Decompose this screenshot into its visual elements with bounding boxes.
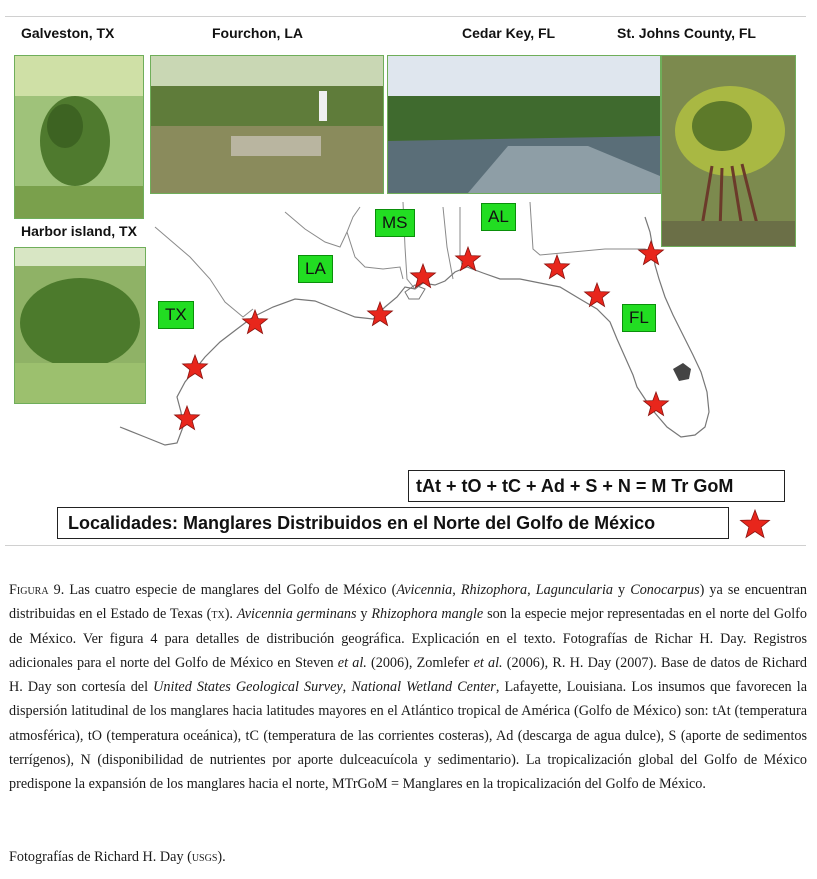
state-label-al: AL (481, 203, 516, 231)
caption-text: , (452, 582, 461, 598)
caption-text: (2006), Zomlefer (366, 654, 474, 671)
caption-text: Las cuatro especie de manglares del Golfo de México ( (64, 582, 397, 598)
state-label-fl: FL (622, 304, 656, 332)
photo-credit (9, 849, 226, 866)
figure-caption (9, 578, 807, 797)
locality-star (585, 283, 610, 307)
caption-text: , (342, 679, 352, 696)
label-galveston: Galveston, TX (21, 25, 115, 41)
locality-star (368, 302, 393, 326)
caption-text: ). (224, 606, 237, 623)
locality-star (644, 392, 669, 416)
state-label-la: LA (298, 255, 333, 283)
photo-cedar-key (387, 55, 661, 194)
star-icon (739, 508, 771, 540)
caption-abbr: tx (211, 606, 225, 623)
state-label-tx: TX (158, 301, 194, 329)
caption-etal: et al. (337, 654, 367, 671)
photo-harbor-island (14, 247, 146, 404)
species-name: Conocarpus (630, 582, 700, 598)
caption-text: y (612, 582, 631, 598)
locality-star (175, 406, 200, 430)
caption-org: National Wetland Center (351, 679, 496, 696)
caption-text: (2006), R. H. Day (2007). Base de datos de Richard H. Day son cortesía del (9, 654, 807, 696)
photo-st-johns (661, 55, 796, 247)
label-harbor-island: Harbor island, TX (21, 223, 137, 239)
caption-text: son la especie mejor representadas en el norte del Golfo de México. Ver figura 4 para detalles de distribución geográfica. Explicación en el texto. Fotografías de Richar H. Day. Registros adicionales para el norte del Golfo de México en Steven (9, 606, 807, 671)
lake-okeechobee (673, 363, 691, 381)
caption-text: , (527, 582, 536, 598)
photo-fourchon (150, 55, 384, 194)
species-name: Rhizophora mangle (371, 606, 484, 623)
species-name: Laguncularia (535, 582, 613, 598)
caption-text: y (356, 606, 372, 623)
label-fourchon: Fourchon, LA (212, 25, 303, 41)
caption-text: , Lafayette, Louisiana. Los insumos que favorecen la dispersión latitudinal de los manglares hacia latitudes mayores en el Atlántico tropical de América (Golfo de México) son: tAt (temperatura atmosférica), tO (temperatura oceánica), tC (temperatura de las corrientes costeras), Ad (descarga de agua dulce), S (aporte de sedimentos terrígenos), N (disponibilidad de nutrientes por aporte dulceacuícola y sedimentario). La tropicalización global del Golfo de México predispone la expansión de los manglares hacia el norte, MTrGoM = Manglares en la tropicalización del Golfo de México. (9, 679, 807, 793)
caption-text: ) ya se encuentran distribuidas en el Estado de Texas ( (9, 582, 808, 623)
state-label-ms: MS (375, 209, 415, 237)
label-st-johns: St. Johns County, FL (617, 25, 756, 41)
species-name: Avicennia (396, 582, 453, 598)
locality-star (639, 241, 664, 265)
locality-stars (175, 241, 669, 430)
caption-etal: et al. (473, 654, 503, 671)
coastline (120, 217, 709, 445)
credit-text: Fotografías de Richard H. Day ( (9, 849, 192, 865)
species-name: Avicennia germinans (236, 606, 357, 623)
caption-org: United States Geological Survey (153, 679, 343, 696)
credit-abbr: usgs (191, 849, 218, 865)
caption-label: Figura 9. (9, 582, 65, 598)
photo-galveston (14, 55, 144, 219)
locality-star (545, 255, 570, 279)
equation-box: tAt + tO + tC + Ad + S + N = M Tr GoM (408, 470, 785, 502)
locality-star (243, 310, 268, 334)
species-name: Rhizophora (460, 582, 528, 598)
label-cedar-key: Cedar Key, FL (462, 25, 556, 41)
legend-box: Localidades: Manglares Distribuidos en el Norte del Golfo de México (57, 507, 729, 539)
figure-9 (5, 16, 806, 546)
credit-text: ). (217, 849, 226, 865)
